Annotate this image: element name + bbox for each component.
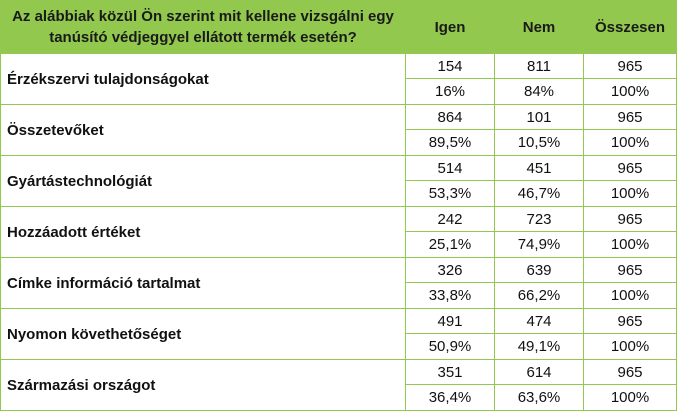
count-total-cell: 965 [584,105,677,130]
percent-total-cell: 100% [584,79,677,105]
row-label: Címke információ tartalmat [1,258,406,309]
count-no-cell: 451 [495,156,584,181]
percent-yes-cell: 89,5% [406,130,495,156]
table-row-count [1,156,677,181]
percent-no-cell: 84% [495,79,584,105]
count-no-cell: 723 [495,207,584,232]
percent-total-cell: 100% [584,283,677,309]
percent-total-cell: 100% [584,334,677,360]
count-no-cell: 639 [495,258,584,283]
percent-yes-cell: 53,3% [406,181,495,207]
count-no-cell: 614 [495,360,584,385]
row-label: Összetevőket [1,105,406,156]
row-label: Érzékszervi tulajdonságokat [1,54,406,105]
percent-yes-cell: 16% [406,79,495,105]
percent-no-cell: 63,6% [495,385,584,411]
count-total-cell: 965 [584,54,677,79]
count-yes-cell: 514 [406,156,495,181]
count-total-cell: 965 [584,156,677,181]
percent-no-cell: 46,7% [495,181,584,207]
count-yes-cell: 326 [406,258,495,283]
percent-no-cell: 10,5% [495,130,584,156]
percent-total-cell: 100% [584,385,677,411]
table-row-count [1,360,677,385]
count-total-cell: 965 [584,258,677,283]
percent-total-cell: 100% [584,232,677,258]
row-label: Hozzáadott értéket [1,207,406,258]
count-no-cell: 474 [495,309,584,334]
percent-no-cell: 49,1% [495,334,584,360]
row-label: Nyomon követhetőséget [1,309,406,360]
column-header-no: Nem [495,1,584,54]
count-yes-cell: 864 [406,105,495,130]
percent-yes-cell: 25,1% [406,232,495,258]
percent-yes-cell: 50,9% [406,334,495,360]
percent-total-cell: 100% [584,181,677,207]
table-row-count [1,309,677,334]
question-line-1: Az alábbiak közül Ön szerint mit kellene vizsgálni egy [12,8,394,25]
table-row-count [1,105,677,130]
table-row-count [1,54,677,79]
count-total-cell: 965 [584,360,677,385]
count-yes-cell: 491 [406,309,495,334]
table-row-count [1,207,677,232]
percent-no-cell: 74,9% [495,232,584,258]
count-total-cell: 965 [584,309,677,334]
count-total-cell: 965 [584,207,677,232]
count-yes-cell: 351 [406,360,495,385]
column-header-total: Összesen [584,1,677,54]
question-line-2: tanúsító védjeggyel ellátott termék esetén? [49,29,357,46]
percent-yes-cell: 36,4% [406,385,495,411]
count-no-cell: 811 [495,54,584,79]
row-label: Származási országot [1,360,406,411]
table-header-row [1,1,677,54]
count-yes-cell: 242 [406,207,495,232]
count-no-cell: 101 [495,105,584,130]
row-label: Gyártástechnológiát [1,156,406,207]
question-header [1,1,406,54]
table-row-count [1,258,677,283]
column-header-yes: Igen [406,1,495,54]
percent-yes-cell: 33,8% [406,283,495,309]
percent-total-cell: 100% [584,130,677,156]
percent-no-cell: 66,2% [495,283,584,309]
count-yes-cell: 154 [406,54,495,79]
